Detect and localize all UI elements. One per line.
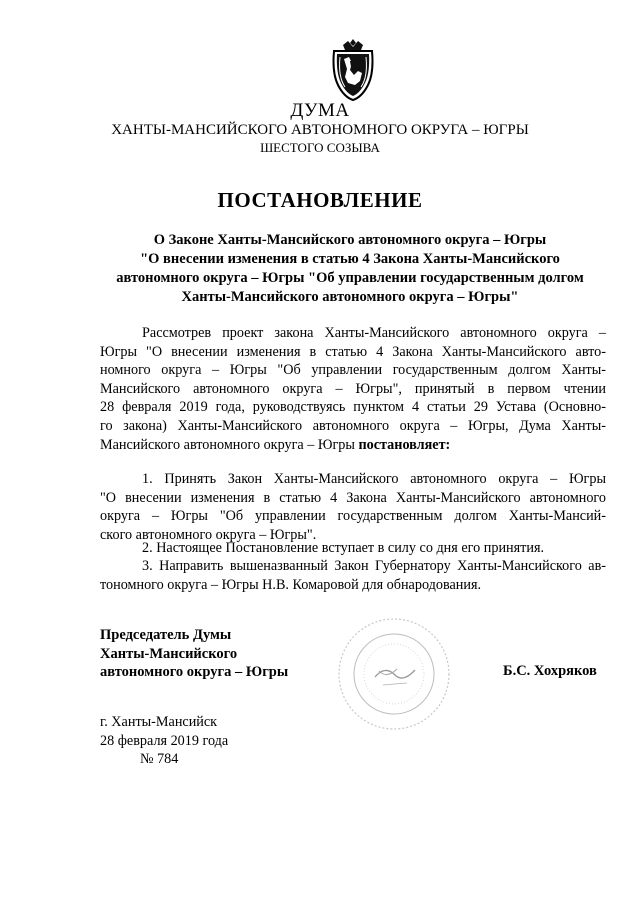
date: 28 февраля 2019 года bbox=[100, 732, 229, 749]
preamble-line: Рассмотрев проект закона Ханты-Мансийского автономного округа – bbox=[142, 325, 606, 341]
subject-line: Ханты-Мансийского автономного округа – Югры" bbox=[181, 289, 519, 305]
subject-line: О Законе Ханты-Мансийского автономного округа – Югры bbox=[153, 232, 547, 248]
resolution-item-1 bbox=[100, 470, 606, 544]
preamble-line-last bbox=[100, 436, 606, 455]
resolution-item-3 bbox=[100, 557, 606, 594]
signatory-position bbox=[100, 626, 288, 682]
document-subject bbox=[90, 231, 610, 307]
position-line: Ханты-Мансийского bbox=[100, 645, 238, 662]
subject-line: "О внесении изменения в статью 4 Закона Ханты-Мансийского bbox=[140, 251, 560, 267]
document-title: ПОСТАНОВЛЕНИЕ bbox=[217, 188, 423, 212]
place: г. Ханты-Мансийск bbox=[100, 714, 218, 730]
subject-line: автономного округа – Югры "Об управлении государственным долгом bbox=[116, 270, 584, 286]
signer-name: Б.С. Хохряков bbox=[503, 663, 597, 679]
preamble-paragraph bbox=[100, 324, 606, 454]
preamble-line: 28 февраля 2019 года, руководствуясь пунктом 4 статьи 29 Устава (Основно- bbox=[100, 399, 606, 416]
official-seal-icon bbox=[335, 615, 453, 733]
resolves-keyword: постановляет: bbox=[358, 436, 451, 453]
resolution-item-2 bbox=[100, 539, 606, 558]
position-line: Председатель Думы bbox=[100, 627, 232, 643]
item-line: 1. Принять Закон Ханты-Мансийского автономного округа – Югры bbox=[142, 471, 606, 487]
item-line: округа – Югры "Об управлении государственным долгом Ханты-Мансий- bbox=[100, 508, 606, 525]
item-line: 3. Направить вышеназванный Закон Губернатору Ханты-Мансийского ав- bbox=[142, 558, 606, 574]
item-line: 2. Настоящее Постановление вступает в силу со дня его принятия. bbox=[142, 540, 545, 556]
org-region: ХАНТЫ-МАНСИЙСКОГО АВТОНОМНОГО ОКРУГА – ЮГРЫ bbox=[111, 122, 529, 138]
org-name: ДУМА bbox=[290, 100, 350, 121]
item-line: ского автономного округа – Югры". bbox=[100, 526, 317, 543]
preamble-line: Мансийского автономного округа – Югры", принятый в первом чтении bbox=[100, 380, 606, 397]
preamble-line: го закона) Ханты-Мансийского автономного округа – Югры, Дума Ханты- bbox=[100, 417, 606, 434]
preamble-line: Мансийского автономного округа – Югры bbox=[100, 436, 355, 453]
document-number: № 784 bbox=[140, 751, 179, 767]
document-requisites bbox=[100, 713, 228, 769]
preamble-line: Югры "О внесении изменения в статью 4 Закона Ханты-Мансийского авто- bbox=[100, 343, 606, 360]
item-line: "О внесении изменения в статью 4 Закона Ханты-Мансийского автономного bbox=[100, 489, 606, 506]
preamble-line: номного округа – Югры "Об управлении государственным долгом Ханты- bbox=[100, 362, 606, 379]
position-line: автономного округа – Югры bbox=[100, 664, 289, 680]
item-line: тономного округа – Югры Н.В. Комаровой для обнародования. bbox=[100, 576, 482, 593]
coat-of-arms-icon bbox=[328, 37, 378, 101]
convocation: ШЕСТОГО СОЗЫВА bbox=[260, 140, 380, 155]
